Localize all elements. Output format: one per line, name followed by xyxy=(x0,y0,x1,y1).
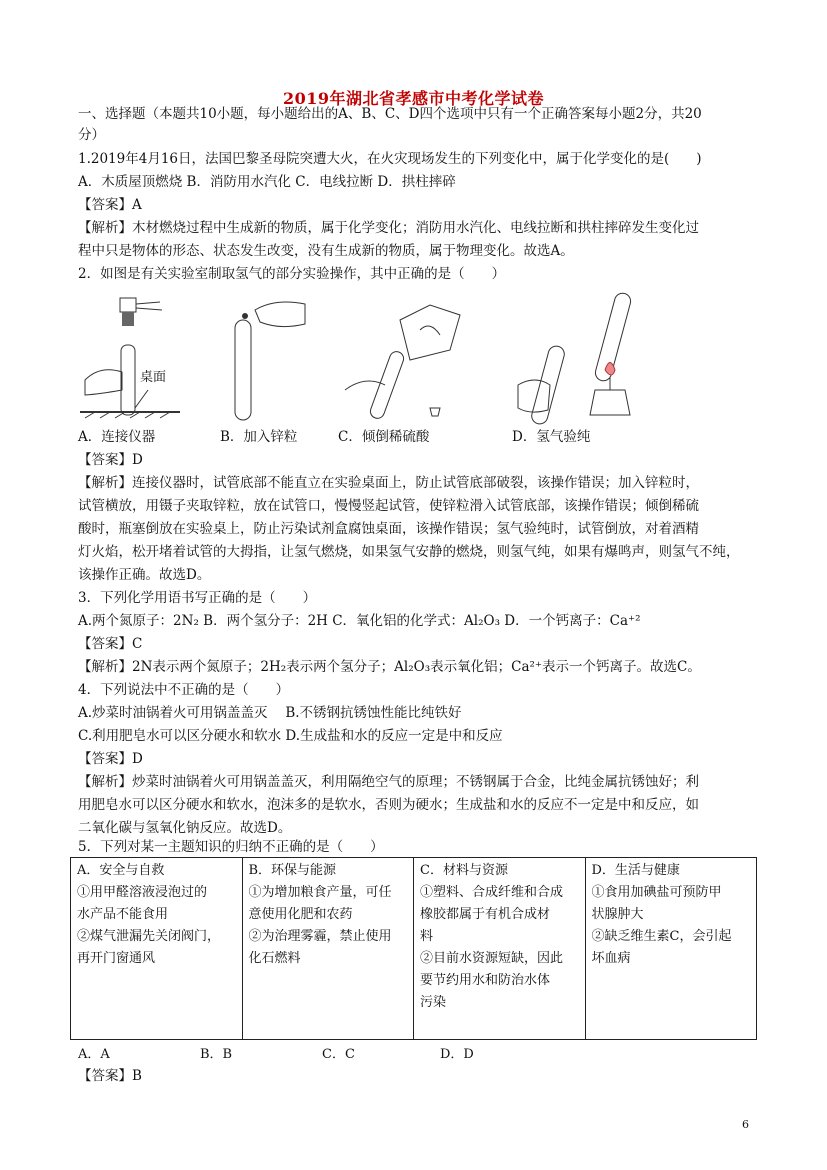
q5-option-c: C．C xyxy=(322,1047,355,1062)
q5-answer: 【答案】B xyxy=(78,1068,142,1084)
cell-line: ①食用加碘盐可预防甲 xyxy=(591,885,722,900)
cell-line: ①为增加粮食产量，可任 xyxy=(248,885,392,900)
cell-line: 化石燃料 xyxy=(248,951,301,966)
q1-analysis: 程中只是物体的形态、状态发生改变，没有生成新的物质，属于物理变化。故选A。 xyxy=(78,243,574,259)
q4-options: C.利用肥皂水可以区分硬水和软水 D.生成盐和水的反应一定是中和反应 xyxy=(78,728,503,744)
table-cell-a xyxy=(71,858,243,1040)
q2-analysis: 试管横放，用镊子夹取锌粒，放在试管口，慢慢竖起试管，使锌粒滑入试管底部，该操作错误；倾倒稀硫 xyxy=(78,498,699,514)
section-header: 一、选择题（本题共10小题，每小题给出的A、B、C、D四个选项中只有一个正确答案每小题2分，共20 xyxy=(78,106,702,122)
q5-option-d: D．D xyxy=(440,1047,474,1062)
cell-line: 料 xyxy=(420,929,434,944)
q2-answer: 【答案】D xyxy=(78,452,143,468)
q3-answer: 【答案】C xyxy=(78,636,143,652)
figure-pour-acid xyxy=(340,290,480,425)
q2-analysis: 酸时，瓶塞倒放在实验桌上，防止污染试剂盒腐蚀桌面，该操作错误；氢气验纯时，试管倒放，对着酒精 xyxy=(78,521,699,537)
cell-line: ①用甲醛溶液浸泡过的 xyxy=(77,885,208,900)
figure-add-zinc xyxy=(225,290,315,425)
q3-stem: 3．下列化学用语书写正确的是（ ） xyxy=(78,590,317,606)
q4-analysis: 二氧化碳与氢氧化钠反应。故选D。 xyxy=(78,820,292,836)
q2-analysis: 灯火焰，松开堵着试管的大拇指，让氢气燃烧，如果氢气安静的燃烧，则氢气纯，如果有爆鸣声，则氢气不纯， xyxy=(78,544,740,560)
cell-line: 再开门窗通风 xyxy=(77,951,156,966)
figure-hydrogen-test xyxy=(510,290,650,425)
figure-connect-apparatus xyxy=(80,290,190,425)
q2-stem: 2．如图是有关实验室制取氢气的部分实验操作，其中正确的是（ ） xyxy=(78,266,506,282)
caption-a: A．连接仪器 xyxy=(78,429,156,445)
section-header-cont: 分） xyxy=(78,127,105,143)
cell-head: B．环保与能源 xyxy=(248,863,337,878)
cell-line: 要节约用水和防治水体 xyxy=(420,973,551,988)
cell-head: A．安全与自救 xyxy=(77,863,165,878)
cell-line: ①塑料、合成纤维和合成 xyxy=(420,885,564,900)
cell-line: 状腺肿大 xyxy=(591,907,644,922)
q2-analysis: 【解析】连接仪器时，试管底部不能直立在实验桌面上，防止试管底部破裂，该操作错误；加入锌粒时， xyxy=(78,475,699,491)
q5-stem: 5．下列对某一主题知识的归纳不正确的是（ ） xyxy=(78,839,384,855)
q5-option-b: B．B xyxy=(200,1047,233,1062)
cell-head: D．生活与健康 xyxy=(591,863,680,878)
cell-line: ②煤气泄漏先关闭阀门， xyxy=(77,929,221,944)
cell-line: 橡胶都属于有机合成材 xyxy=(420,907,551,922)
q4-stem: 4．下列说法中不正确的是（ ） xyxy=(78,682,290,698)
cell-line: ②目前水资源短缺，因此 xyxy=(420,951,564,966)
q1-options: A．木质屋顶燃烧 B．消防用水汽化 C．电线拉断 D．拱柱摔碎 xyxy=(78,174,456,190)
cell-line: ②为治理雾霾，禁止使用 xyxy=(248,929,392,944)
caption-b: B．加入锌粒 xyxy=(220,429,298,445)
cell-head: C．材料与资源 xyxy=(420,863,508,878)
page-number: 6 xyxy=(742,1118,749,1131)
q1-answer: 【答案】A xyxy=(78,197,142,213)
desk-label: 桌面 xyxy=(140,370,167,385)
q5-option-a: A．A xyxy=(78,1047,110,1062)
table-cell-d xyxy=(585,858,757,1040)
q1-analysis: 【解析】木材燃烧过程中生成新的物质，属于化学变化；消防用水汽化、电线拉断和拱柱摔碎发生变化过 xyxy=(78,220,699,236)
cell-line: 污染 xyxy=(420,995,447,1010)
q4-options: A.炒菜时油锅着火可用锅盖盖灭 B.不锈钢抗锈蚀性能比纯铁好 xyxy=(78,705,462,721)
cell-line: 坏血病 xyxy=(591,951,631,966)
cell-line: ②缺乏维生素C，会引起 xyxy=(591,929,732,944)
q4-analysis: 用肥皂水可以区分硬水和软水，泡沫多的是软水，否则为硬水；生成盐和水的反应不一定是中和反应，如 xyxy=(78,797,699,813)
q2-analysis: 该操作正确。故选D。 xyxy=(78,567,211,583)
q3-options: A.两个氮原子：2N₂ B．两个氢分子：2H C．氧化铝的化学式：Al₂O₃ D．一个钙离子：Ca⁺² xyxy=(78,613,641,629)
q3-analysis: 【解析】2N表示两个氮原子；2H₂表示两个氢分子；Al₂O₃表示氧化铝；Ca²⁺表示一个钙离子。故选C。 xyxy=(78,659,701,675)
cell-line: 水产品不能食用 xyxy=(77,907,169,922)
cell-line: 意使用化肥和农药 xyxy=(248,907,353,922)
q5-table xyxy=(70,857,757,1040)
page-title: 2019年湖北省孝感市中考化学试卷 xyxy=(282,89,545,108)
q4-analysis: 【解析】炒菜时油锅着火可用锅盖盖灭，利用隔绝空气的原理；不锈钢属于合金，比纯金属抗锈蚀好；利 xyxy=(78,774,699,790)
table-cell-b xyxy=(242,858,414,1040)
q1-stem: 1.2019年4月16日，法国巴黎圣母院突遭大火，在火灾现场发生的下列变化中，属于化学变化的是( ) xyxy=(78,151,702,167)
caption-c: C．倾倒稀硫酸 xyxy=(338,429,430,445)
table-cell-c xyxy=(414,858,586,1040)
q4-answer: 【答案】D xyxy=(78,751,143,767)
caption-d: D．氢气验纯 xyxy=(512,429,591,445)
